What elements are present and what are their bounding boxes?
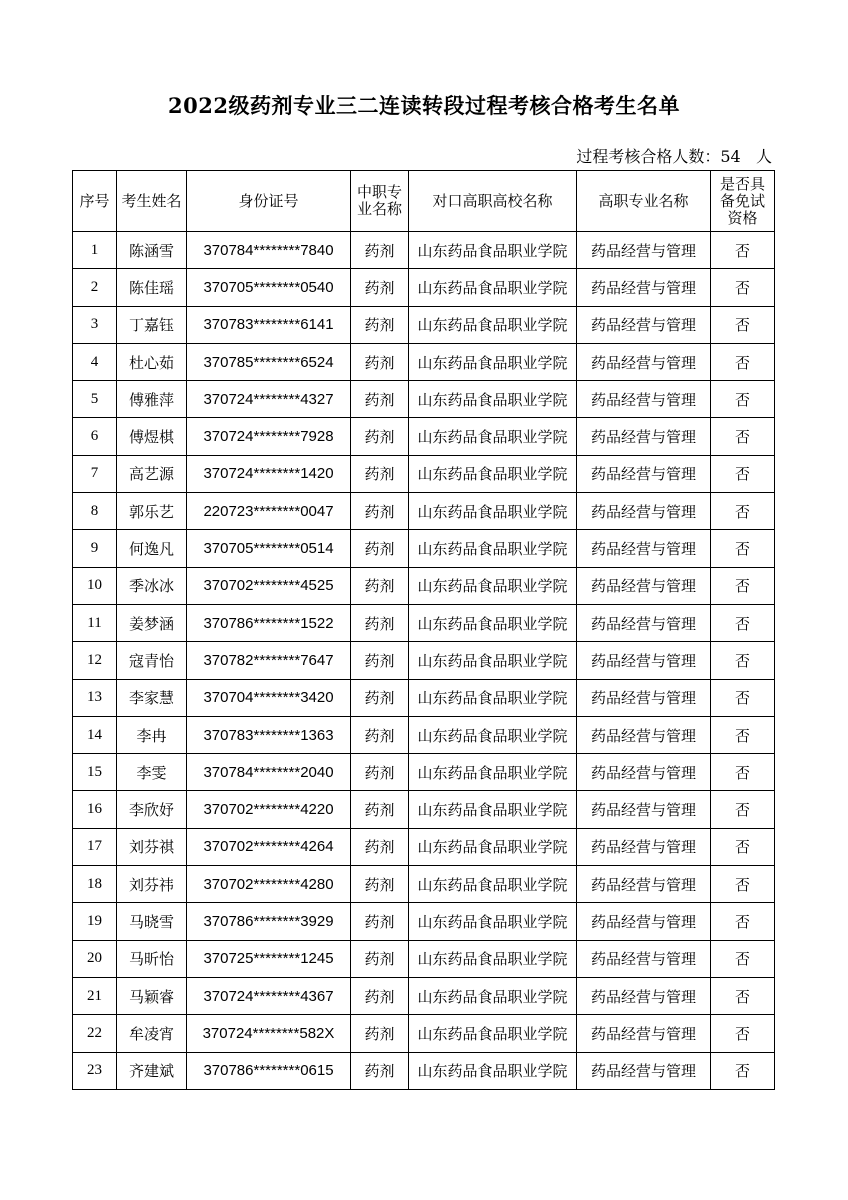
table-row <box>73 977 775 1014</box>
pass-count-label: 过程考核合格人数： <box>576 147 721 166</box>
cell-name: 李雯 <box>117 754 187 791</box>
cell-name: 姜梦涵 <box>117 604 187 641</box>
cell-name: 丁嘉钰 <box>117 306 187 343</box>
cell-exempt: 否 <box>711 866 775 903</box>
cell-seq: 17 <box>73 828 117 865</box>
cell-name: 高艺源 <box>117 455 187 492</box>
cell-major: 药剂 <box>351 977 409 1014</box>
cell-school: 山东药品食品职业学院 <box>409 232 577 269</box>
cell-seq: 9 <box>73 530 117 567</box>
cell-major: 药剂 <box>351 828 409 865</box>
pass-count-unit: 人 <box>755 147 772 166</box>
cell-major: 药剂 <box>351 754 409 791</box>
cell-school: 山东药品食品职业学院 <box>409 493 577 530</box>
table-row <box>73 828 775 865</box>
table-row <box>73 679 775 716</box>
cell-school: 山东药品食品职业学院 <box>409 418 577 455</box>
cell-id-number: 370786********0615 <box>187 1052 351 1089</box>
cell-name: 齐建斌 <box>117 1052 187 1089</box>
cell-seq: 15 <box>73 754 117 791</box>
cell-higher-major: 药品经营与管理 <box>577 493 711 530</box>
cell-major: 药剂 <box>351 232 409 269</box>
cell-seq: 16 <box>73 791 117 828</box>
table-row <box>73 866 775 903</box>
cell-seq: 8 <box>73 493 117 530</box>
cell-name: 傅雅萍 <box>117 381 187 418</box>
table-row <box>73 940 775 977</box>
table-row <box>73 1015 775 1052</box>
cell-exempt: 否 <box>711 940 775 977</box>
cell-name: 刘芬祎 <box>117 866 187 903</box>
cell-exempt: 否 <box>711 567 775 604</box>
cell-exempt: 否 <box>711 642 775 679</box>
cell-higher-major: 药品经营与管理 <box>577 903 711 940</box>
cell-major: 药剂 <box>351 455 409 492</box>
cell-major: 药剂 <box>351 306 409 343</box>
cell-exempt: 否 <box>711 828 775 865</box>
cell-name: 李欣妤 <box>117 791 187 828</box>
cell-exempt: 否 <box>711 604 775 641</box>
cell-id-number: 370702********4264 <box>187 828 351 865</box>
cell-major: 药剂 <box>351 866 409 903</box>
cell-school: 山东药品食品职业学院 <box>409 940 577 977</box>
cell-id-number: 370724********7928 <box>187 418 351 455</box>
cell-id-number: 370724********582X <box>187 1015 351 1052</box>
cell-major: 药剂 <box>351 716 409 753</box>
cell-higher-major: 药品经营与管理 <box>577 232 711 269</box>
cell-higher-major: 药品经营与管理 <box>577 530 711 567</box>
cell-seq: 5 <box>73 381 117 418</box>
cell-higher-major: 药品经营与管理 <box>577 977 711 1014</box>
table-row <box>73 493 775 530</box>
cell-higher-major: 药品经营与管理 <box>577 940 711 977</box>
header-name: 考生姓名 <box>117 171 187 232</box>
cell-name: 刘芬祺 <box>117 828 187 865</box>
cell-higher-major: 药品经营与管理 <box>577 791 711 828</box>
cell-seq: 3 <box>73 306 117 343</box>
table-row <box>73 567 775 604</box>
cell-id-number: 370724********1420 <box>187 455 351 492</box>
cell-school: 山东药品食品职业学院 <box>409 530 577 567</box>
cell-seq: 14 <box>73 716 117 753</box>
cell-exempt: 否 <box>711 791 775 828</box>
cell-name: 马晓雪 <box>117 903 187 940</box>
cell-school: 山东药品食品职业学院 <box>409 306 577 343</box>
cell-exempt: 否 <box>711 530 775 567</box>
cell-higher-major: 药品经营与管理 <box>577 1052 711 1089</box>
cell-name: 季冰冰 <box>117 567 187 604</box>
table-row <box>73 232 775 269</box>
cell-id-number: 370724********4367 <box>187 977 351 1014</box>
cell-higher-major: 药品经营与管理 <box>577 381 711 418</box>
cell-id-number: 370702********4220 <box>187 791 351 828</box>
cell-major: 药剂 <box>351 493 409 530</box>
table-row <box>73 604 775 641</box>
table-row <box>73 791 775 828</box>
cell-id-number: 370705********0514 <box>187 530 351 567</box>
header-major: 中职专 业名称 <box>351 171 409 232</box>
cell-id-number: 370702********4525 <box>187 567 351 604</box>
page-title: 2022级药剂专业三二连读转段过程考核合格考生名单 <box>168 93 680 118</box>
cell-name: 陈佳瑶 <box>117 269 187 306</box>
cell-major: 药剂 <box>351 679 409 716</box>
table-row <box>73 418 775 455</box>
header-school: 对口高职高校名称 <box>409 171 577 232</box>
cell-id-number: 370786********3929 <box>187 903 351 940</box>
cell-id-number: 370783********1363 <box>187 716 351 753</box>
cell-exempt: 否 <box>711 269 775 306</box>
cell-school: 山东药品食品职业学院 <box>409 604 577 641</box>
cell-school: 山东药品食品职业学院 <box>409 642 577 679</box>
cell-exempt: 否 <box>711 754 775 791</box>
table-row <box>73 343 775 380</box>
cell-id-number: 220723********0047 <box>187 493 351 530</box>
header-seq: 序号 <box>73 171 117 232</box>
cell-major: 药剂 <box>351 1052 409 1089</box>
cell-higher-major: 药品经营与管理 <box>577 567 711 604</box>
cell-name: 李家慧 <box>117 679 187 716</box>
header-id: 身份证号 <box>187 171 351 232</box>
cell-id-number: 370785********6524 <box>187 343 351 380</box>
cell-seq: 22 <box>73 1015 117 1052</box>
cell-major: 药剂 <box>351 381 409 418</box>
cell-name: 寇青怡 <box>117 642 187 679</box>
cell-major: 药剂 <box>351 791 409 828</box>
cell-higher-major: 药品经营与管理 <box>577 269 711 306</box>
cell-higher-major: 药品经营与管理 <box>577 455 711 492</box>
cell-major: 药剂 <box>351 1015 409 1052</box>
cell-exempt: 否 <box>711 903 775 940</box>
cell-major: 药剂 <box>351 530 409 567</box>
cell-seq: 23 <box>73 1052 117 1089</box>
cell-id-number: 370783********6141 <box>187 306 351 343</box>
cell-higher-major: 药品经营与管理 <box>577 679 711 716</box>
cell-seq: 20 <box>73 940 117 977</box>
cell-id-number: 370784********2040 <box>187 754 351 791</box>
table-row <box>73 1052 775 1089</box>
cell-school: 山东药品食品职业学院 <box>409 1015 577 1052</box>
cell-name: 傅煜棋 <box>117 418 187 455</box>
cell-id-number: 370704********3420 <box>187 679 351 716</box>
cell-exempt: 否 <box>711 679 775 716</box>
cell-name: 李冉 <box>117 716 187 753</box>
table-row <box>73 381 775 418</box>
cell-name: 郭乐艺 <box>117 493 187 530</box>
cell-name: 马昕怡 <box>117 940 187 977</box>
cell-id-number: 370702********4280 <box>187 866 351 903</box>
cell-higher-major: 药品经营与管理 <box>577 828 711 865</box>
cell-higher-major: 药品经营与管理 <box>577 1015 711 1052</box>
cell-higher-major: 药品经营与管理 <box>577 604 711 641</box>
cell-seq: 7 <box>73 455 117 492</box>
cell-higher-major: 药品经营与管理 <box>577 716 711 753</box>
cell-seq: 21 <box>73 977 117 1014</box>
cell-exempt: 否 <box>711 418 775 455</box>
cell-school: 山东药品食品职业学院 <box>409 679 577 716</box>
candidate-table <box>72 170 775 1090</box>
cell-higher-major: 药品经营与管理 <box>577 418 711 455</box>
cell-higher-major: 药品经营与管理 <box>577 754 711 791</box>
cell-school: 山东药品食品职业学院 <box>409 903 577 940</box>
cell-school: 山东药品食品职业学院 <box>409 381 577 418</box>
cell-id-number: 370786********1522 <box>187 604 351 641</box>
table-row <box>73 754 775 791</box>
cell-exempt: 否 <box>711 716 775 753</box>
header-row <box>73 171 775 232</box>
cell-major: 药剂 <box>351 418 409 455</box>
cell-name: 马颖睿 <box>117 977 187 1014</box>
table-row <box>73 642 775 679</box>
cell-exempt: 否 <box>711 1015 775 1052</box>
cell-school: 山东药品食品职业学院 <box>409 1052 577 1089</box>
cell-school: 山东药品食品职业学院 <box>409 716 577 753</box>
cell-school: 山东药品食品职业学院 <box>409 791 577 828</box>
cell-exempt: 否 <box>711 343 775 380</box>
cell-major: 药剂 <box>351 903 409 940</box>
cell-id-number: 370725********1245 <box>187 940 351 977</box>
cell-school: 山东药品食品职业学院 <box>409 269 577 306</box>
cell-major: 药剂 <box>351 604 409 641</box>
cell-seq: 6 <box>73 418 117 455</box>
cell-seq: 19 <box>73 903 117 940</box>
cell-seq: 2 <box>73 269 117 306</box>
table-row <box>73 269 775 306</box>
cell-exempt: 否 <box>711 306 775 343</box>
cell-exempt: 否 <box>711 1052 775 1089</box>
header-exempt: 是否具 备免试 资格 <box>711 171 775 232</box>
cell-seq: 4 <box>73 343 117 380</box>
pass-count-line <box>576 144 772 167</box>
cell-id-number: 370784********7840 <box>187 232 351 269</box>
cell-seq: 18 <box>73 866 117 903</box>
cell-seq: 11 <box>73 604 117 641</box>
cell-major: 药剂 <box>351 567 409 604</box>
cell-school: 山东药品食品职业学院 <box>409 828 577 865</box>
cell-major: 药剂 <box>351 642 409 679</box>
cell-seq: 10 <box>73 567 117 604</box>
cell-school: 山东药品食品职业学院 <box>409 343 577 380</box>
cell-seq: 12 <box>73 642 117 679</box>
cell-exempt: 否 <box>711 493 775 530</box>
table-row <box>73 306 775 343</box>
cell-id-number: 370705********0540 <box>187 269 351 306</box>
cell-name: 何逸凡 <box>117 530 187 567</box>
table-row <box>73 903 775 940</box>
cell-id-number: 370782********7647 <box>187 642 351 679</box>
cell-major: 药剂 <box>351 940 409 977</box>
cell-higher-major: 药品经营与管理 <box>577 343 711 380</box>
cell-name: 牟凌宵 <box>117 1015 187 1052</box>
pass-count-value: 54 <box>720 147 741 166</box>
cell-exempt: 否 <box>711 381 775 418</box>
cell-exempt: 否 <box>711 232 775 269</box>
cell-exempt: 否 <box>711 455 775 492</box>
cell-id-number: 370724********4327 <box>187 381 351 418</box>
cell-higher-major: 药品经营与管理 <box>577 306 711 343</box>
cell-name: 杜心茹 <box>117 343 187 380</box>
table-row <box>73 530 775 567</box>
cell-higher-major: 药品经营与管理 <box>577 642 711 679</box>
cell-exempt: 否 <box>711 977 775 1014</box>
cell-higher-major: 药品经营与管理 <box>577 866 711 903</box>
cell-major: 药剂 <box>351 269 409 306</box>
header-hmajor: 高职专业名称 <box>577 171 711 232</box>
cell-school: 山东药品食品职业学院 <box>409 754 577 791</box>
cell-name: 陈涵雪 <box>117 232 187 269</box>
cell-school: 山东药品食品职业学院 <box>409 977 577 1014</box>
cell-major: 药剂 <box>351 343 409 380</box>
table-row <box>73 455 775 492</box>
cell-school: 山东药品食品职业学院 <box>409 455 577 492</box>
table-row <box>73 716 775 753</box>
cell-seq: 13 <box>73 679 117 716</box>
cell-school: 山东药品食品职业学院 <box>409 866 577 903</box>
cell-school: 山东药品食品职业学院 <box>409 567 577 604</box>
cell-seq: 1 <box>73 232 117 269</box>
